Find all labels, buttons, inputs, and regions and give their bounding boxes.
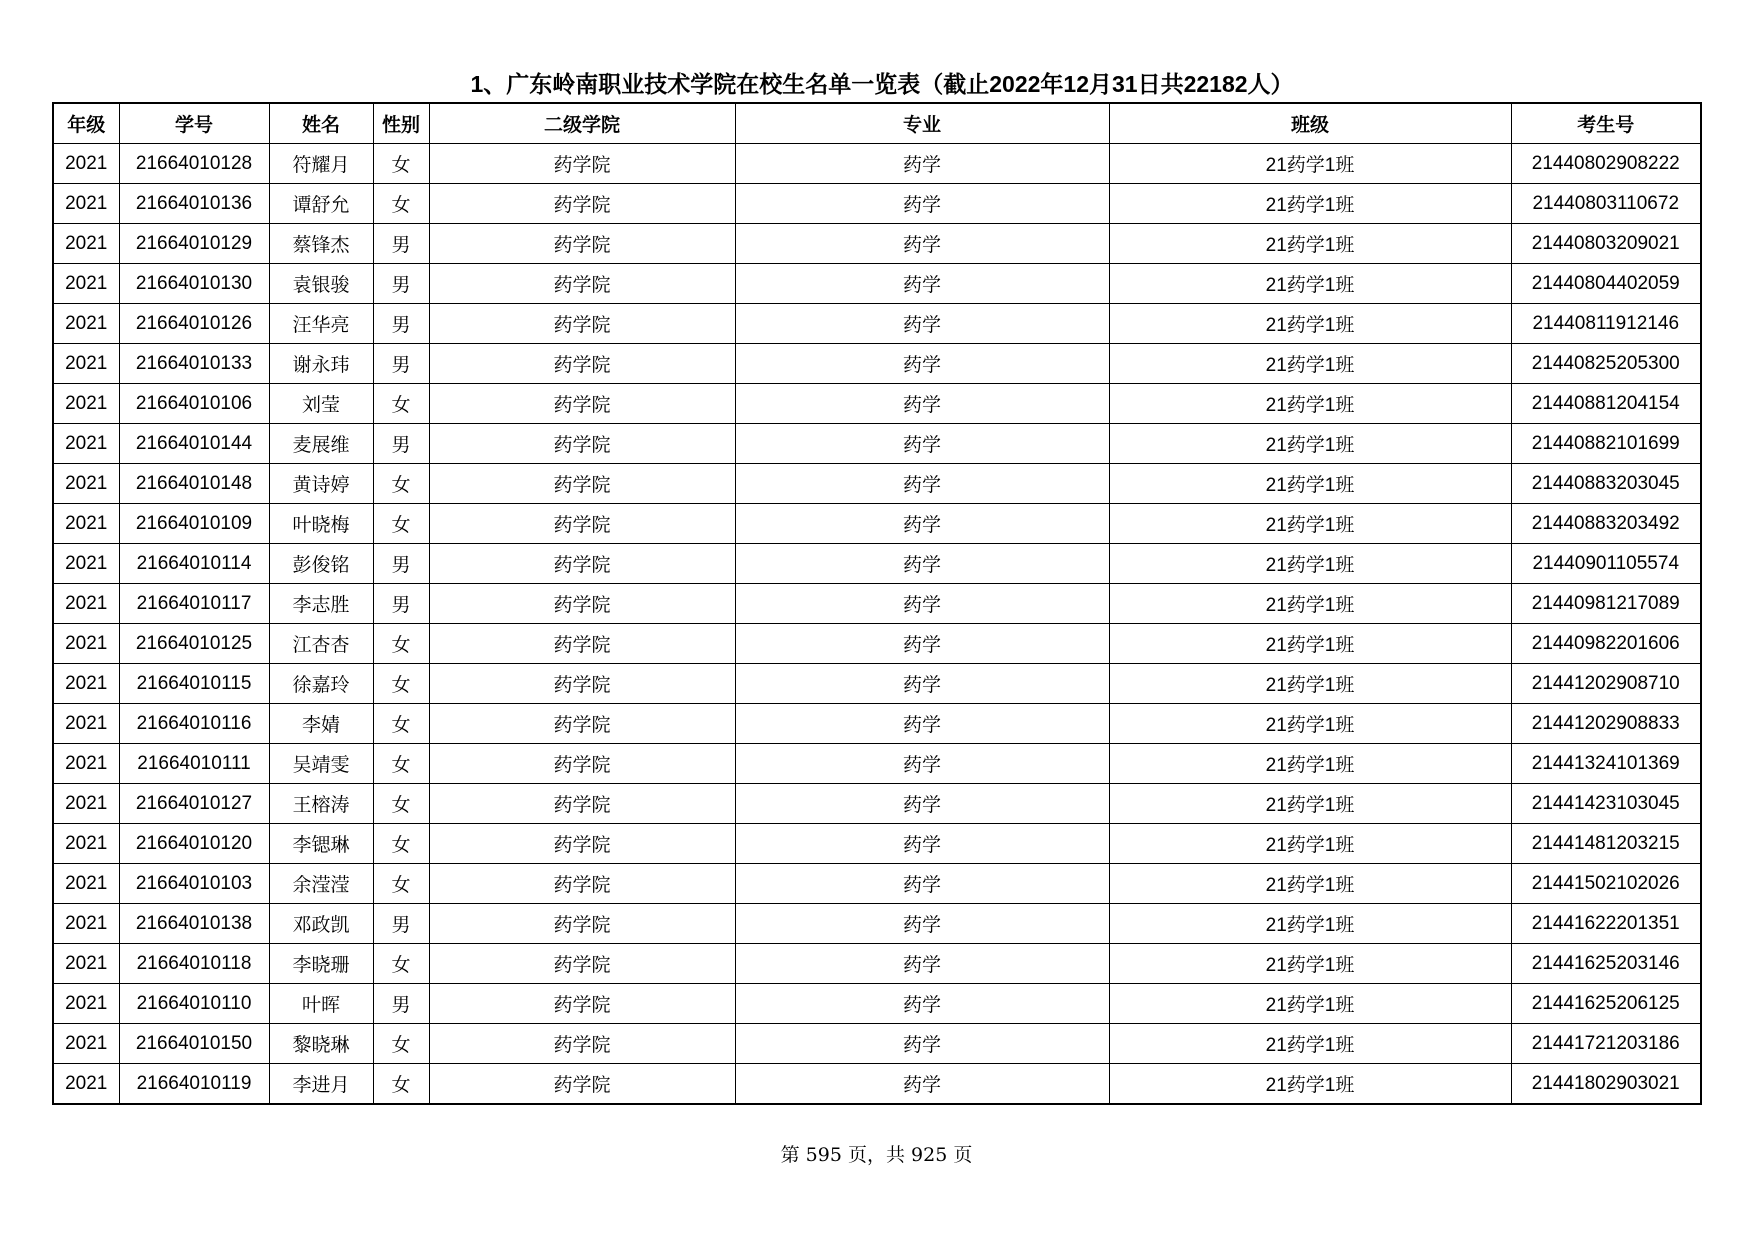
exam-number-cell: 21440882101699	[1511, 424, 1701, 464]
college-cell: 药学院	[429, 824, 735, 864]
major-cell: 药学	[735, 184, 1109, 224]
major-cell: 药学	[735, 264, 1109, 304]
gender-cell: 女	[373, 944, 429, 984]
class-cell: 21药学1班	[1109, 984, 1511, 1024]
college-cell: 药学院	[429, 944, 735, 984]
class-cell: 21药学1班	[1109, 1024, 1511, 1064]
name-cell: 邓政凯	[269, 904, 373, 944]
college-cell: 药学院	[429, 984, 735, 1024]
grade-cell: 2021	[53, 224, 119, 264]
college-cell: 药学院	[429, 384, 735, 424]
gender-cell: 女	[373, 1064, 429, 1105]
major-cell: 药学	[735, 1064, 1109, 1105]
class-cell: 21药学1班	[1109, 544, 1511, 584]
header-gender: 性别	[373, 103, 429, 144]
major-cell: 药学	[735, 864, 1109, 904]
major-cell: 药学	[735, 344, 1109, 384]
exam-number-cell: 21441423103045	[1511, 784, 1701, 824]
table-row	[53, 264, 1701, 304]
gender-cell: 男	[373, 424, 429, 464]
table-row	[53, 144, 1701, 184]
student-id-cell: 21664010127	[119, 784, 269, 824]
class-cell: 21药学1班	[1109, 904, 1511, 944]
header-student-id: 学号	[119, 103, 269, 144]
exam-number-cell: 21440811912146	[1511, 304, 1701, 344]
class-cell: 21药学1班	[1109, 864, 1511, 904]
name-cell: 李锶琳	[269, 824, 373, 864]
class-cell: 21药学1班	[1109, 744, 1511, 784]
major-cell: 药学	[735, 704, 1109, 744]
name-cell: 黎晓琳	[269, 1024, 373, 1064]
major-cell: 药学	[735, 744, 1109, 784]
exam-number-cell: 21440804402059	[1511, 264, 1701, 304]
major-cell: 药学	[735, 544, 1109, 584]
class-cell: 21药学1班	[1109, 584, 1511, 624]
exam-number-cell: 21441481203215	[1511, 824, 1701, 864]
student-id-cell: 21664010120	[119, 824, 269, 864]
exam-number-cell: 21440803209021	[1511, 224, 1701, 264]
college-cell: 药学院	[429, 1024, 735, 1064]
exam-number-cell: 21441802903021	[1511, 1064, 1701, 1105]
grade-cell: 2021	[53, 624, 119, 664]
table-row	[53, 544, 1701, 584]
major-cell: 药学	[735, 984, 1109, 1024]
class-cell: 21药学1班	[1109, 664, 1511, 704]
college-cell: 药学院	[429, 424, 735, 464]
gender-cell: 女	[373, 144, 429, 184]
table-row	[53, 504, 1701, 544]
grade-cell: 2021	[53, 744, 119, 784]
student-id-cell: 21664010115	[119, 664, 269, 704]
gender-cell: 男	[373, 344, 429, 384]
table-row	[53, 704, 1701, 744]
student-id-cell: 21664010129	[119, 224, 269, 264]
gender-cell: 女	[373, 784, 429, 824]
class-cell: 21药学1班	[1109, 424, 1511, 464]
table-row	[53, 904, 1701, 944]
student-id-cell: 21664010148	[119, 464, 269, 504]
header-name: 姓名	[269, 103, 373, 144]
name-cell: 麦展维	[269, 424, 373, 464]
student-id-cell: 21664010150	[119, 1024, 269, 1064]
header-grade: 年级	[53, 103, 119, 144]
grade-cell: 2021	[53, 664, 119, 704]
grade-cell: 2021	[53, 584, 119, 624]
class-cell: 21药学1班	[1109, 304, 1511, 344]
gender-cell: 女	[373, 664, 429, 704]
gender-cell: 女	[373, 184, 429, 224]
college-cell: 药学院	[429, 1064, 735, 1105]
name-cell: 李志胜	[269, 584, 373, 624]
table-row	[53, 584, 1701, 624]
grade-cell: 2021	[53, 184, 119, 224]
gender-cell: 男	[373, 904, 429, 944]
college-cell: 药学院	[429, 304, 735, 344]
gender-cell: 女	[373, 1024, 429, 1064]
exam-number-cell: 21441202908833	[1511, 704, 1701, 744]
major-cell: 药学	[735, 224, 1109, 264]
major-cell: 药学	[735, 784, 1109, 824]
college-cell: 药学院	[429, 344, 735, 384]
gender-cell: 男	[373, 264, 429, 304]
student-id-cell: 21664010133	[119, 344, 269, 384]
student-id-cell: 21664010109	[119, 504, 269, 544]
name-cell: 叶晖	[269, 984, 373, 1024]
gender-cell: 女	[373, 464, 429, 504]
college-cell: 药学院	[429, 464, 735, 504]
name-cell: 余滢滢	[269, 864, 373, 904]
gender-cell: 女	[373, 384, 429, 424]
gender-cell: 女	[373, 624, 429, 664]
grade-cell: 2021	[53, 1024, 119, 1064]
class-cell: 21药学1班	[1109, 264, 1511, 304]
college-cell: 药学院	[429, 184, 735, 224]
major-cell: 药学	[735, 384, 1109, 424]
major-cell: 药学	[735, 464, 1109, 504]
header-college: 二级学院	[429, 103, 735, 144]
exam-number-cell: 21441324101369	[1511, 744, 1701, 784]
table-body	[53, 144, 1701, 1105]
name-cell: 吴靖雯	[269, 744, 373, 784]
grade-cell: 2021	[53, 304, 119, 344]
college-cell: 药学院	[429, 784, 735, 824]
class-cell: 21药学1班	[1109, 704, 1511, 744]
class-cell: 21药学1班	[1109, 624, 1511, 664]
student-id-cell: 21664010130	[119, 264, 269, 304]
name-cell: 彭俊铭	[269, 544, 373, 584]
class-cell: 21药学1班	[1109, 824, 1511, 864]
student-id-cell: 21664010128	[119, 144, 269, 184]
college-cell: 药学院	[429, 624, 735, 664]
name-cell: 符耀月	[269, 144, 373, 184]
name-cell: 谢永玮	[269, 344, 373, 384]
table-row	[53, 184, 1701, 224]
header-exam-number: 考生号	[1511, 103, 1701, 144]
student-id-cell: 21664010119	[119, 1064, 269, 1105]
grade-cell: 2021	[53, 504, 119, 544]
gender-cell: 女	[373, 864, 429, 904]
college-cell: 药学院	[429, 904, 735, 944]
student-id-cell: 21664010111	[119, 744, 269, 784]
exam-number-cell: 21440982201606	[1511, 624, 1701, 664]
college-cell: 药学院	[429, 544, 735, 584]
table-row	[53, 464, 1701, 504]
college-cell: 药学院	[429, 864, 735, 904]
class-cell: 21药学1班	[1109, 384, 1511, 424]
grade-cell: 2021	[53, 424, 119, 464]
major-cell: 药学	[735, 904, 1109, 944]
gender-cell: 女	[373, 704, 429, 744]
table-row	[53, 944, 1701, 984]
exam-number-cell: 21440881204154	[1511, 384, 1701, 424]
student-id-cell: 21664010114	[119, 544, 269, 584]
student-id-cell: 21664010117	[119, 584, 269, 624]
grade-cell: 2021	[53, 264, 119, 304]
name-cell: 黄诗婷	[269, 464, 373, 504]
grade-cell: 2021	[53, 544, 119, 584]
college-cell: 药学院	[429, 504, 735, 544]
college-cell: 药学院	[429, 264, 735, 304]
class-cell: 21药学1班	[1109, 144, 1511, 184]
grade-cell: 2021	[53, 984, 119, 1024]
gender-cell: 男	[373, 304, 429, 344]
exam-number-cell: 21441502102026	[1511, 864, 1701, 904]
table-row	[53, 344, 1701, 384]
table-row	[53, 784, 1701, 824]
class-cell: 21药学1班	[1109, 944, 1511, 984]
major-cell: 药学	[735, 304, 1109, 344]
class-cell: 21药学1班	[1109, 184, 1511, 224]
gender-cell: 男	[373, 984, 429, 1024]
name-cell: 袁银骏	[269, 264, 373, 304]
exam-number-cell: 21441625203146	[1511, 944, 1701, 984]
exam-number-cell: 21441202908710	[1511, 664, 1701, 704]
major-cell: 药学	[735, 584, 1109, 624]
major-cell: 药学	[735, 144, 1109, 184]
major-cell: 药学	[735, 424, 1109, 464]
header-class: 班级	[1109, 103, 1511, 144]
name-cell: 王榕涛	[269, 784, 373, 824]
name-cell: 李晓珊	[269, 944, 373, 984]
major-cell: 药学	[735, 824, 1109, 864]
table-row	[53, 384, 1701, 424]
grade-cell: 2021	[53, 904, 119, 944]
college-cell: 药学院	[429, 584, 735, 624]
exam-number-cell: 21440802908222	[1511, 144, 1701, 184]
class-cell: 21药学1班	[1109, 464, 1511, 504]
grade-cell: 2021	[53, 384, 119, 424]
grade-cell: 2021	[53, 144, 119, 184]
gender-cell: 男	[373, 584, 429, 624]
exam-number-cell: 21440825205300	[1511, 344, 1701, 384]
exam-number-cell: 21440883203492	[1511, 504, 1701, 544]
grade-cell: 2021	[53, 464, 119, 504]
class-cell: 21药学1班	[1109, 344, 1511, 384]
table-row	[53, 984, 1701, 1024]
table-row	[53, 864, 1701, 904]
table-row	[53, 824, 1701, 864]
name-cell: 徐嘉玲	[269, 664, 373, 704]
name-cell: 刘莹	[269, 384, 373, 424]
major-cell: 药学	[735, 944, 1109, 984]
exam-number-cell: 21440981217089	[1511, 584, 1701, 624]
grade-cell: 2021	[53, 784, 119, 824]
table-row	[53, 744, 1701, 784]
name-cell: 谭舒允	[269, 184, 373, 224]
table-row	[53, 624, 1701, 664]
student-id-cell: 21664010106	[119, 384, 269, 424]
gender-cell: 女	[373, 504, 429, 544]
table-row	[53, 224, 1701, 264]
student-id-cell: 21664010136	[119, 184, 269, 224]
major-cell: 药学	[735, 664, 1109, 704]
student-roster-table	[52, 102, 1702, 1105]
student-id-cell: 21664010138	[119, 904, 269, 944]
major-cell: 药学	[735, 624, 1109, 664]
college-cell: 药学院	[429, 704, 735, 744]
table-row	[53, 664, 1701, 704]
grade-cell: 2021	[53, 824, 119, 864]
student-id-cell: 21664010116	[119, 704, 269, 744]
student-id-cell: 21664010118	[119, 944, 269, 984]
page-title: 1、广东岭南职业技术学院在校生名单一览表（截止2022年12月31日共22182人）	[470, 71, 1294, 97]
table-row	[53, 1024, 1701, 1064]
student-id-cell: 21664010125	[119, 624, 269, 664]
class-cell: 21药学1班	[1109, 504, 1511, 544]
college-cell: 药学院	[429, 744, 735, 784]
grade-cell: 2021	[53, 864, 119, 904]
student-id-cell: 21664010103	[119, 864, 269, 904]
college-cell: 药学院	[429, 144, 735, 184]
name-cell: 李婧	[269, 704, 373, 744]
student-id-cell: 21664010126	[119, 304, 269, 344]
name-cell: 李进月	[269, 1064, 373, 1105]
college-cell: 药学院	[429, 664, 735, 704]
exam-number-cell: 21441622201351	[1511, 904, 1701, 944]
page-number-footer: 第 595 页，共 925 页	[780, 1144, 973, 1166]
grade-cell: 2021	[53, 704, 119, 744]
student-id-cell: 21664010110	[119, 984, 269, 1024]
table-header-row	[53, 103, 1701, 144]
exam-number-cell: 21441625206125	[1511, 984, 1701, 1024]
grade-cell: 2021	[53, 944, 119, 984]
major-cell: 药学	[735, 504, 1109, 544]
name-cell: 江杏杏	[269, 624, 373, 664]
grade-cell: 2021	[53, 1064, 119, 1105]
gender-cell: 女	[373, 744, 429, 784]
class-cell: 21药学1班	[1109, 224, 1511, 264]
exam-number-cell: 21440901105574	[1511, 544, 1701, 584]
name-cell: 蔡锋杰	[269, 224, 373, 264]
major-cell: 药学	[735, 1024, 1109, 1064]
gender-cell: 女	[373, 824, 429, 864]
name-cell: 叶晓梅	[269, 504, 373, 544]
table-row	[53, 1064, 1701, 1105]
grade-cell: 2021	[53, 344, 119, 384]
gender-cell: 男	[373, 544, 429, 584]
name-cell: 汪华亮	[269, 304, 373, 344]
header-major: 专业	[735, 103, 1109, 144]
class-cell: 21药学1班	[1109, 784, 1511, 824]
college-cell: 药学院	[429, 224, 735, 264]
exam-number-cell: 21440803110672	[1511, 184, 1701, 224]
exam-number-cell: 21440883203045	[1511, 464, 1701, 504]
table-row	[53, 424, 1701, 464]
gender-cell: 男	[373, 224, 429, 264]
student-id-cell: 21664010144	[119, 424, 269, 464]
exam-number-cell: 21441721203186	[1511, 1024, 1701, 1064]
table-row	[53, 304, 1701, 344]
class-cell: 21药学1班	[1109, 1064, 1511, 1105]
